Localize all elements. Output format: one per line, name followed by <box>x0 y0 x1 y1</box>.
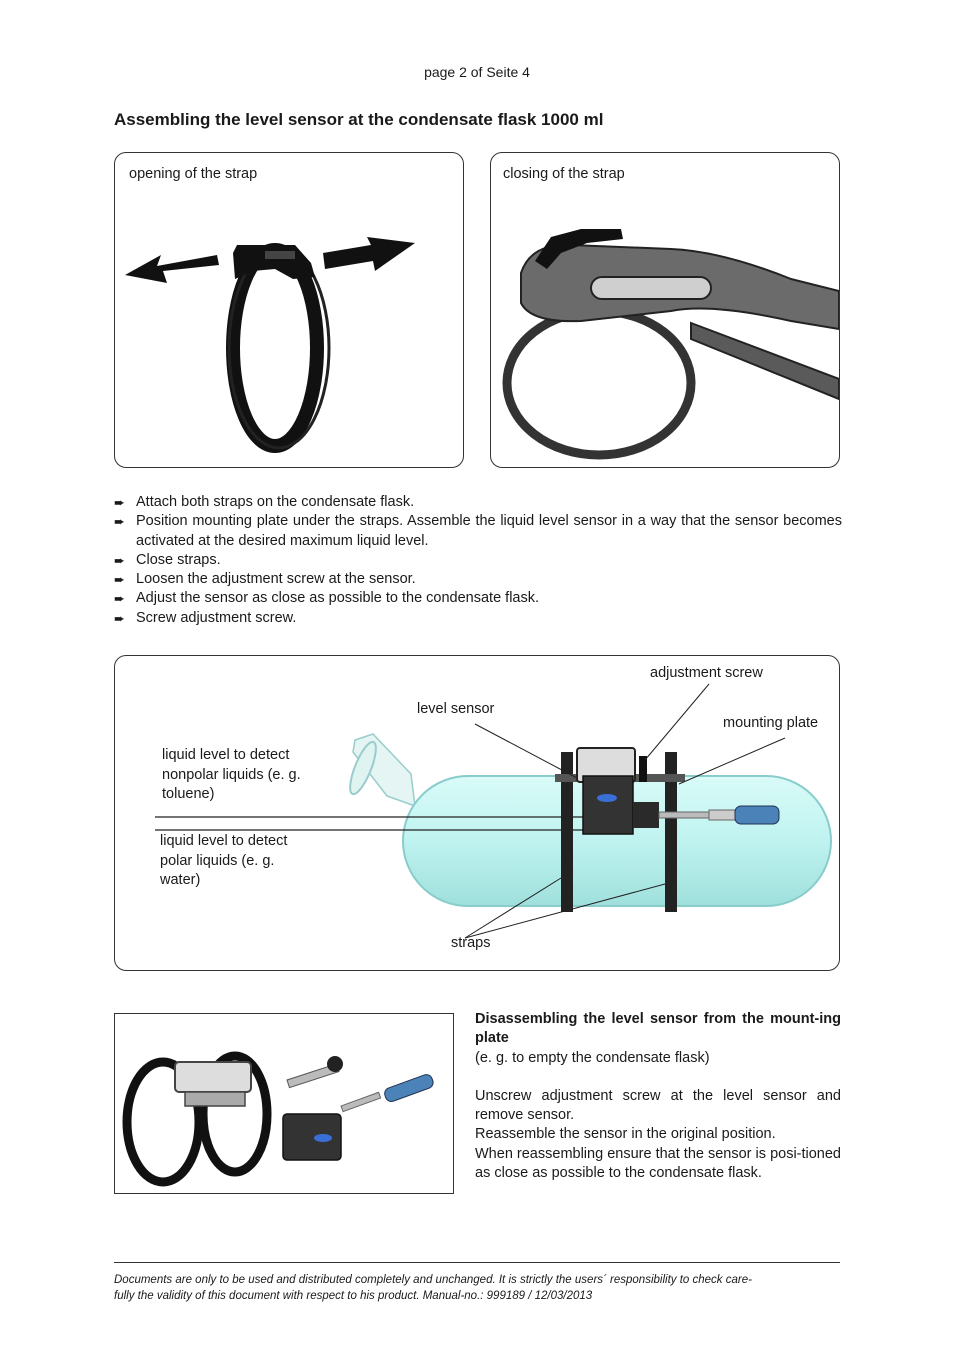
list-item: ➨ Position mounting plate under the straps. Assemble the liquid level sensor in a way that the sensor becomes activated at the desired maximum liquid level. <box>114 512 842 551</box>
right-arrow-icon: ➨ <box>114 572 125 588</box>
opening-strap-label: opening of the strap <box>129 166 258 182</box>
strap-close-illustration <box>491 153 839 467</box>
disassembly-subheading: (e. g. to empty the condensate flask) <box>475 1049 710 1066</box>
adjustment-screw-label: adjustment screw <box>650 665 763 681</box>
list-item: ➨ Attach both straps on the condensate flask. <box>114 493 842 512</box>
list-item: ➨ Close straps. <box>114 551 842 570</box>
disassembly-step: Unscrew adjustment screw at the level sensor and remove sensor. <box>475 1087 841 1124</box>
strap-open-illustration <box>115 153 463 467</box>
right-arrow-icon: ➨ <box>114 514 125 530</box>
flask-assembly-diagram <box>114 655 840 971</box>
opening-strap-panel <box>114 152 464 468</box>
disassembly-step: Reassemble the sensor in the original position. <box>475 1126 776 1143</box>
right-arrow-icon: ➨ <box>114 591 125 607</box>
level-sensor-label: level sensor <box>417 701 495 717</box>
closing-strap-label: closing of the strap <box>503 166 625 182</box>
right-arrow-icon: ➨ <box>114 552 125 568</box>
closing-strap-panel <box>490 152 840 468</box>
disassembly-text <box>475 1010 841 1183</box>
page-number: page 2 of Seite 4 <box>424 64 530 80</box>
footer-disclaimer: Documents are only to be used and distributed completely and unchanged. It is strictly the users´ responsibility to check care- fully the validity of this document with respect to his product. Manual-no.: 999189 / 12/03/2013 <box>114 1274 752 1302</box>
list-item: ➨ Adjust the sensor as close as possible to the condensate flask. <box>114 589 842 608</box>
disassembly-step: When reassembling ensure that the sensor is posi-tioned as close as possible to the condensate flask. <box>475 1145 841 1182</box>
straps-label: straps <box>451 935 491 951</box>
list-item: ➨ Screw adjustment screw. <box>114 609 842 628</box>
right-arrow-icon: ➨ <box>114 610 125 626</box>
right-arrow-icon: ➨ <box>114 495 125 510</box>
mounting-plate-label: mounting plate <box>723 715 819 731</box>
section-title: Assembling the level sensor at the condensate flask 1000 ml <box>114 110 604 129</box>
nonpolar-level-label: liquid level to detect nonpolar liquids (e. g. toluene) <box>162 747 301 802</box>
footer-divider <box>114 1262 840 1263</box>
polar-level-label: liquid level to detect polar liquids (e. g. water) <box>160 833 288 888</box>
list-item: ➨ Loosen the adjustment screw at the sensor. <box>114 570 842 589</box>
disassembly-heading: Disassembling the level sensor from the mount-ing plate <box>475 1011 841 1047</box>
instruction-list <box>114 493 842 628</box>
exploded-sensor-illustration <box>115 1014 453 1193</box>
disassembly-image <box>114 1013 454 1194</box>
